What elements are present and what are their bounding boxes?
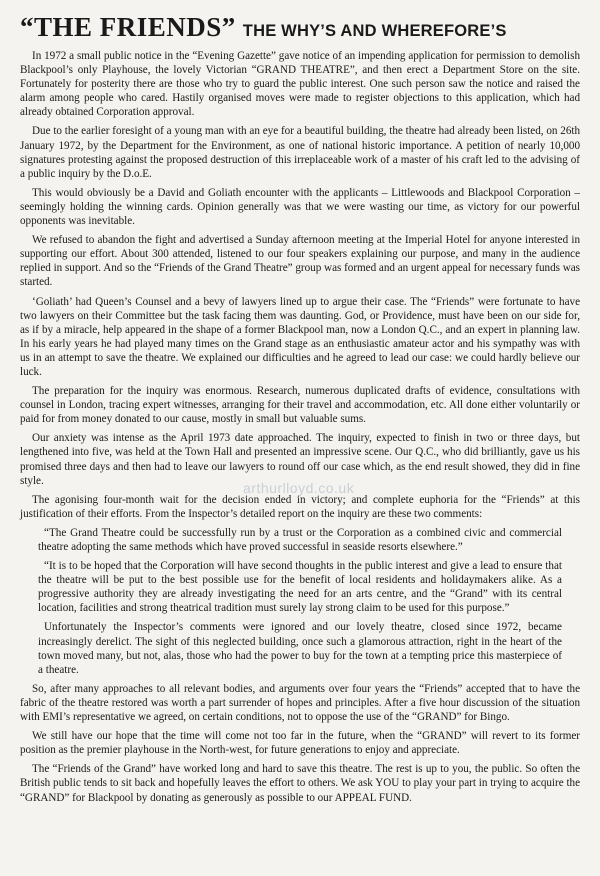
title-main: “THE FRIENDS” <box>20 12 236 42</box>
paragraph-6: The preparation for the inquiry was enormous. Research, numerous duplicated drafts of evidence, consultations with counsel in London, tracing expert witnesses, arranging for their travel and accommodation, etc. All done either voluntarily or paid for from money donated to our cause, mostly in small but valuable sums. <box>20 385 580 426</box>
paragraph-4: We refused to abandon the fight and advertised a Sunday afternoon meeting at the Imperial Hotel for anyone interested in supporting our effort. About 300 attended, listened to our four speakers explaining our purpose, and many in the audience replied in support. And so the “Friends of the Grand Theatre” group was formed and an urgent appeal for necessary funds was started. <box>20 234 580 289</box>
paragraph-2: Due to the earlier foresight of a young man with an eye for a beautiful building, the theatre had already been listed, on 26th January 1972, by the Department for the Environment, as one of national historic importance. A petition of nearly 10,000 signatures protesting against the proposed destruction of this irreplaceable work of a master of his craft led to the advising of a public inquiry by the D.o.E. <box>20 125 580 180</box>
page-title <box>20 12 580 44</box>
paragraph-3: This would obviously be a David and Goliath encounter with the applicants – Littlewoods and Blackpool Corporation – seemingly holding the winning cards. Opinion generally was that we were wasting our time, as victory for our powerful opponents was inevitable. <box>20 186 580 228</box>
paragraph-8: The agonising four-month wait for the decision ended in victory; and complete euphoria for the “Friends” at this justification of their efforts. From the Inspector’s detailed report on the inquiry are these two comments: <box>20 493 580 520</box>
paragraph-1: In 1972 a small public notice in the “Evening Gazette” gave notice of an impending application for permission to demolish Blackpool’s only Playhouse, the lovely Victorian “GRAND THEATRE”, and then erect a Department Store on the site. Fortunately for posterity there are those who try to guard the public interest. One such person saw the notice and raised the alarm among people who cared. Hastily organised moves were made to register objections to this application, which had already obtained Corporation approval. <box>20 50 580 119</box>
inspector-quote-1: “The Grand Theatre could be successfully run by a trust or the Corporation as a combined civic and commercial theatre adopting the same methods which have proved successful in seaside resorts elsewhere.” <box>38 526 562 553</box>
inspector-quote-2: “It is to be hoped that the Corporation will have second thoughts in the public interest and give a lead to ensure that the theatre will be put to the best possible use for the benefit of local residents and holidaymakers alike. As a progressive authority they are already investigating the need for an arts centre, and the “Grand” with its central location, facilities and strong theatrical tradition must surely lay strong claim to be used for this purpose.” <box>38 560 562 615</box>
quote-followup-paragraph: Unfortunately the Inspector’s comments were ignored and our lovely theatre, closed since 1972, became increasingly derelict. The sight of this neglected building, once such a glamorous attraction, right in the heart of the town moved many, but not, alas, those who had the power to buy for the town at a tempting price this masterpiece of a theatre. <box>38 621 562 676</box>
paragraph-5: ‘Goliath’ had Queen’s Counsel and a bevy of lawyers lined up to argue their case. The “Friends” were fortunate to have two lawyers on their Committee but the task facing them was daunting. God, or Providence, must have been on our side for, as if by a miracle, help appeared in the shape of a former Blackpool man, now a London Q.C., and an expert in planning law. In his early years he had played many times on the Grand stage as an enthusiastic amateur actor and his sympathy was with us in an attempt to save the theatre. We explained our difficulties and he agreed to lead our case: we could hardly believe our luck. <box>20 295 580 378</box>
paragraph-7: Our anxiety was intense as the April 1973 date approached. The inquiry, expected to finish in two or three days, but lengthened into five, was held at the Town Hall and presented an impressive scene. Our Q.C., who did brilliantly, gave us his promised three days and then had to leave our lawyers to round off our case which, as the end result showed, they did in fine style. <box>20 432 580 487</box>
title-subtitle: THE WHY’S AND WHEREFORE’S <box>242 22 507 40</box>
paragraph-9: So, after many approaches to all relevant bodies, and arguments over four years the “Friends” accepted that to have the fabric of the theatre restored was worth a part surrender of hopes and principles. After a five hour discussion of the situation with EMI’s representative we agreed, on certain conditions, not to oppose the use of the “GRAND” for Bingo. <box>20 682 580 724</box>
paragraph-11: The “Friends of the Grand” have worked long and hard to save this theatre. The rest is up to you, the public. So often the British public tends to sit back and hopefully leaves the effort to others. We ask YOU to play your part in trying to acquire the “GRAND” for Blackpool by donating as generously as possible to our APPEAL FUND. <box>20 763 580 804</box>
paragraph-10: We still have our hope that the time will come not too far in the future, when the “GRAND” will revert to its former position as the premier playhouse in the North-west, for future generations to enjoy and appreciate. <box>20 730 580 757</box>
watermark: arthurlloyd.co.uk <box>243 480 355 496</box>
